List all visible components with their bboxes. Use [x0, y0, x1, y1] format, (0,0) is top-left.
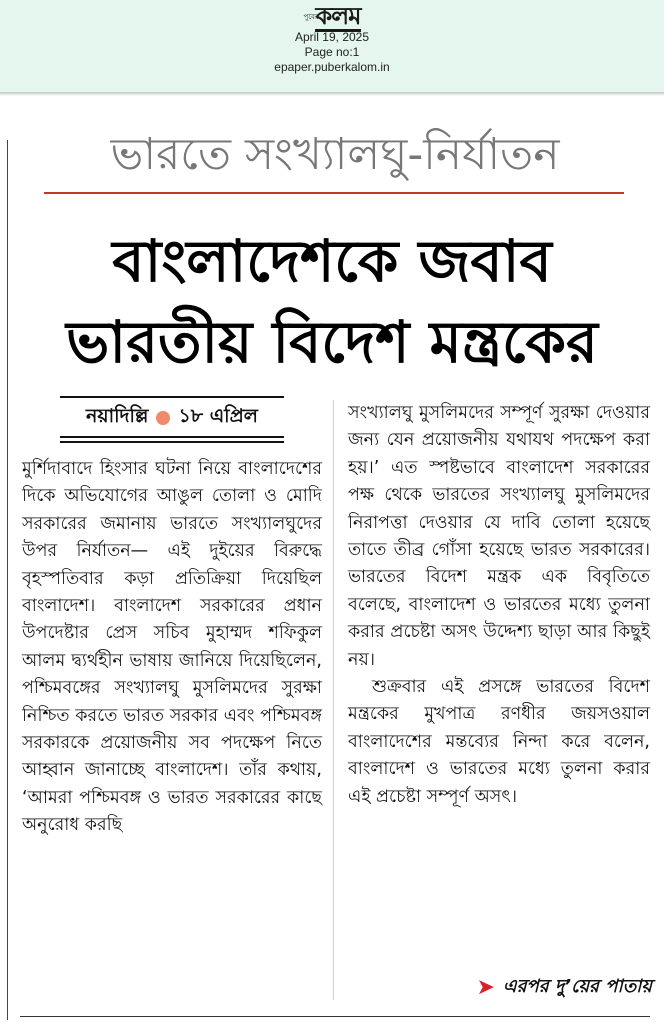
logo-title: কলম: [315, 1, 361, 30]
dateline-bottom-rule-2: [60, 441, 284, 443]
continued-on-page-link[interactable]: [420, 972, 652, 1002]
continued-label: এরপর দু’য়ের পাতায়: [502, 975, 652, 997]
epaper-link[interactable]: epaper.puberkalom.in: [274, 60, 390, 74]
header-divider: [0, 92, 664, 96]
body-paragraph: মুর্শিদাবাদে হিংসার ঘটনা নিয়ে বাংলাদেশের দিকে অভিযোগের আঙুল তোলা ও মোদি সরকারের জমানায় ভারতে সংখ্যালঘুদের উপর নির্যাতন— এই দুইয়ের বিরুদ্ধে বৃহস্পতিবার কড়া প্রতিক্রিয়া দিয়েছিল বাংলাদেশ। বাংলাদেশ সরকারের প্রধান উপদেষ্টার প্রেস সচিব মুহাম্মদ শফিকুল আলম দ্ব্যর্থহীন ভাষায় জানিয়ে দিয়েছিলেন, পশ্চিমবঙ্গের সংখ্যালঘু মুসলিমদের সুরক্ষা নিশ্চিত করতে ভারত সরকার এবং পশ্চিমবঙ্গ সরকারকে প্রয়োজনীয় সব পদক্ষেপ নিতে আহ্বান জানাচ্ছে বাংলাদেশ। তাঁর কথায়, ‘আমরা পশ্চিমবঙ্গ ও ভারত সরকারের কাছে অনুরোধ করছি: [22, 459, 322, 836]
kicker-heading: ভারতে সংখ্যালঘু-নির্যাতন: [110, 129, 560, 180]
epaper-header: [0, 0, 664, 92]
page-bottom-rule: [20, 1016, 650, 1017]
page-left-border: [7, 140, 8, 1020]
logo-prefix: পুবের: [303, 12, 319, 21]
dateline-bottom-rule-1: [60, 436, 284, 438]
dateline-place: নয়াদিল্লি: [86, 405, 149, 427]
column-divider: [333, 400, 334, 1000]
body-paragraph: শুক্রবার এই প্রসঙ্গে ভারতের বিদেশ মন্ত্রকের মুখপাত্র রণধীর জয়সওয়াল বাংলাদেশের মন্তব্যের নিন্দা করে বলেন, বাংলাদেশ ও ভারতের মধ্যে তুলনা করার এই প্রচেষ্টা সম্পূর্ণ অসৎ।: [348, 677, 650, 807]
issue-date: April 19, 2025: [294, 30, 370, 44]
dateline-date: ১৮ এপ্রিল: [178, 405, 258, 427]
arrow-icon: ➤: [476, 974, 495, 1000]
dot-icon: [156, 411, 170, 425]
page-number: Page no:1: [304, 45, 360, 59]
kicker-underline: [44, 192, 624, 194]
dateline: [60, 398, 284, 438]
article-column-right: [348, 400, 650, 811]
headline-line-2: ভারতীয় বিদেশ মন্ত্রকের: [66, 308, 598, 376]
newspaper-logo: [280, 1, 384, 30]
headline-line-1: বাংলাদেশকে জবাব: [112, 227, 552, 295]
article-column-left: [22, 456, 322, 840]
body-paragraph: সংখ্যালঘু মুসলিমদের সম্পূর্ণ সুরক্ষা দেওয়ার জন্য যেন প্রয়োজনীয় যথাযথ পদক্ষেপ করা হয়।’ এত স্পষ্টভাবে বাংলাদেশ সরকারের পক্ষ থেকে ভারতের সংখ্যালঘু মুসলিমদের নিরাপত্তা দেওয়ার যে দাবি তোলা হয়েছে তাতে তীব্র গোঁসা হয়েছে ভারত সরকারের। ভারতের বিদেশ মন্ত্রক এক বিবৃতিতে বলেছে, বাংলাদেশ ও ভারতের মধ্যে তুলনা করার প্রচেষ্টা অসৎ উদ্দেশ্য ছাড়া আর কিছুই নয়।: [348, 403, 650, 670]
